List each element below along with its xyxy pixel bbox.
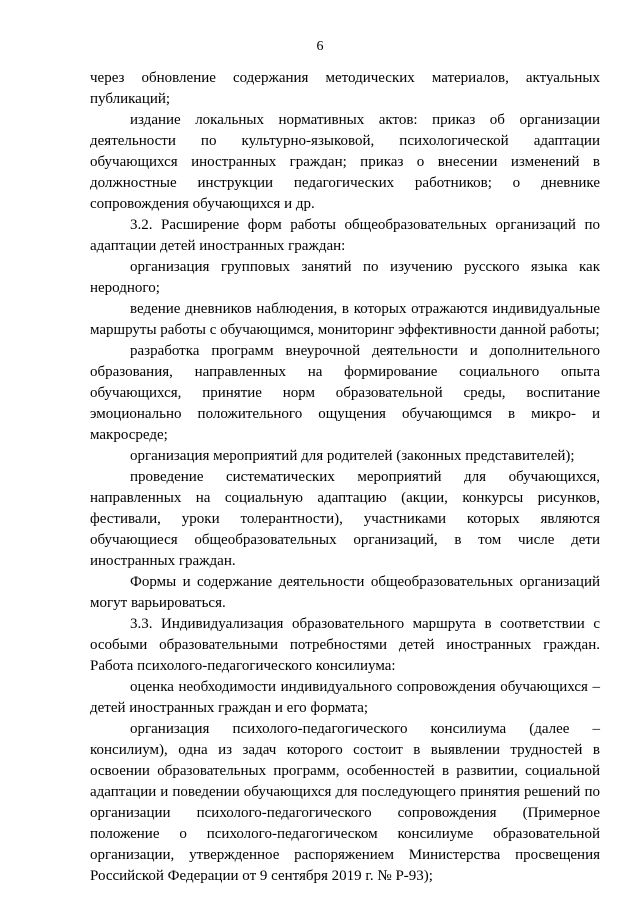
- document-body: [90, 68, 600, 887]
- paragraph-parent-events: организация мероприятий для родителей (законных представителей);: [130, 448, 575, 464]
- paragraph-assessment: оценка необходимости индивидуального сопровождения обучающихся – детей иностранных граждан и его формата;: [90, 679, 600, 716]
- paragraph-observation-diaries: ведение дневников наблюдения, в которых отражаются индивидуальные маршруты работы с обучающимся, мониторинг эффективности данной работы;: [90, 301, 600, 338]
- paragraph-section-3-3: 3.3. Индивидуализация образовательного маршрута в соответствии с особыми образовательными потребностями детей иностранных граждан. Работа психолого-педагогического консилиума:: [90, 616, 600, 674]
- paragraph-program-development: разработка программ внеурочной деятельности и дополнительного образования, направленных на формирование социального опыта обучающихся, принятие норм образовательной среды, воспитание эмоционально положительного ощущения обучающимся в микро- и макросреде;: [90, 343, 600, 443]
- paragraph-publications: через обновление содержания методических материалов, актуальных публикаций;: [90, 70, 600, 107]
- paragraph-group-classes: организация групповых занятий по изучению русского языка как неродного;: [90, 259, 600, 296]
- paragraph-consilium: организация психолого-педагогического консилиума (далее – консилиум), одна из задач которого состоит в выявлении трудностей в освоении образовательных программ, особенностей в развитии, социальной адаптации и поведении обучающихся для последующего принятия решений по организации психолого-педагогического сопровождения (Примерное положение о психолого-педагогическом консилиуме образовательной организации, утвержденное распоряжением Министерства просвещения Российской Федерации от 9 сентября 2019 г. № Р-93);: [90, 721, 600, 884]
- page-number: 6: [316, 39, 324, 54]
- paragraph-section-3-2: 3.2. Расширение форм работы общеобразовательных организаций по адаптации детей иностранных граждан:: [90, 217, 600, 254]
- paragraph-systematic-events: проведение систематических мероприятий для обучающихся, направленных на социальную адаптацию (акции, конкурсы рисунков, фестивали, уроки толерантности), участниками которых являются обучающиеся общеобразовательных организаций, в том числе дети иностранных граждан.: [90, 469, 600, 569]
- paragraph-local-acts: издание локальных нормативных актов: приказ об организации деятельности по культурно-языковой, психологической адаптации обучающихся иностранных граждан; приказ о внесении изменений в должностные инструкции педагогических работников; о дневнике сопровождения обучающихся и др.: [90, 112, 600, 212]
- paragraph-forms-vary: Формы и содержание деятельности общеобразовательных организаций могут варьироваться.: [90, 574, 600, 611]
